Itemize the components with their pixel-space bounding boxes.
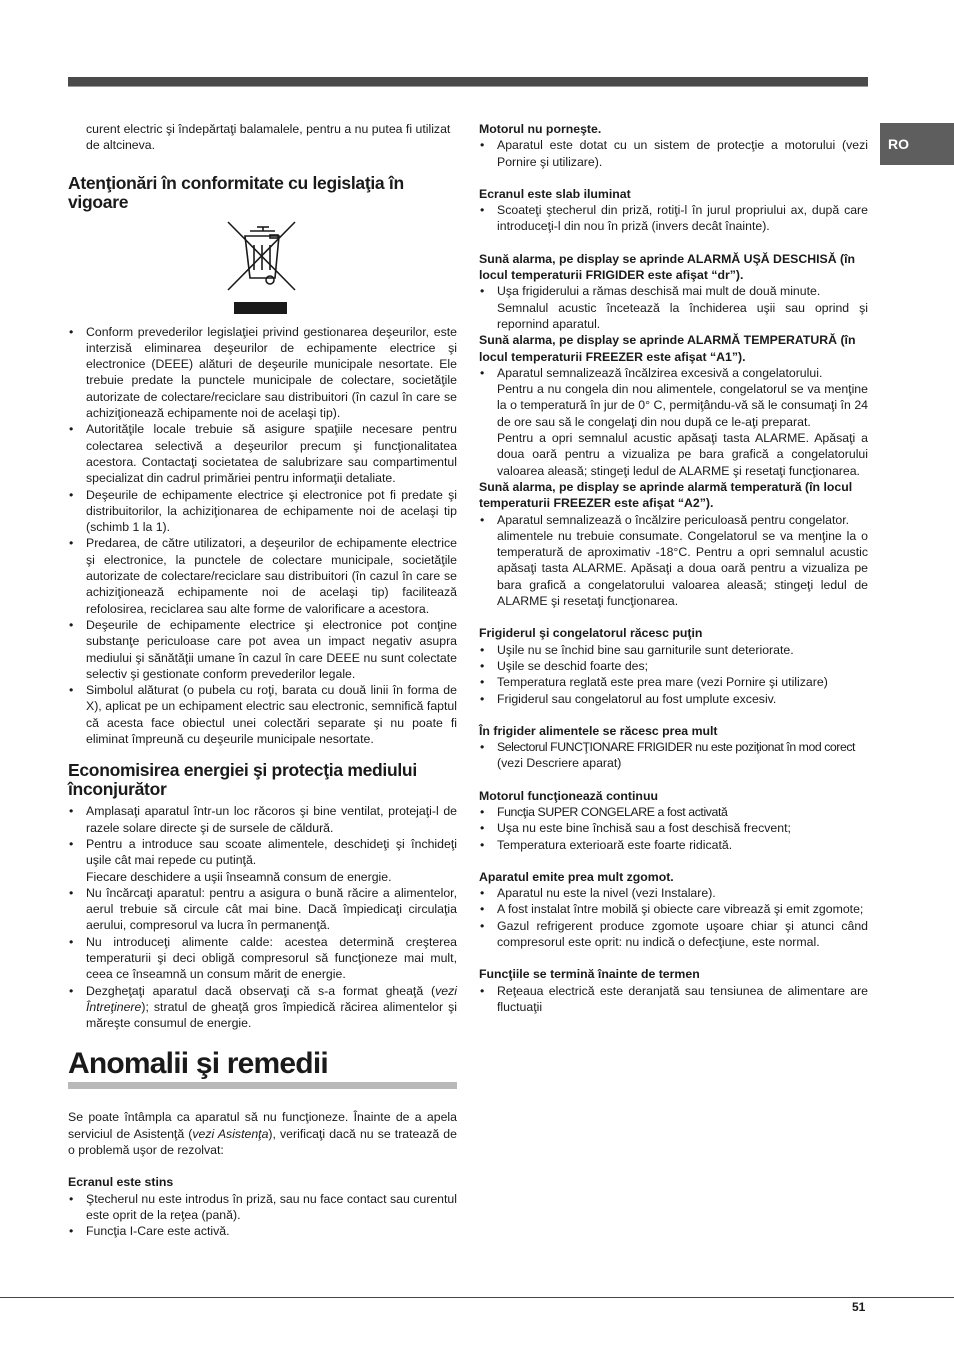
legislation-list <box>68 324 457 748</box>
list-item <box>68 983 457 1032</box>
list-item <box>479 365 868 479</box>
list-item: • Aparatul nu este la nivel (vezi Instalare). <box>479 885 868 901</box>
list-item: • Nu încărcaţi aparatul: pentru a asigura o bună răcire a alimentelor, aerul trebuie să circule cât mai bine. Dacă împiedicaţi circulaţia aerului, compresorul va lucra în permanenţă. <box>68 885 457 934</box>
crossed-out-wheelie-bin-icon <box>223 218 303 316</box>
list-item-text: Aparatul semnalizează o încălzire periculoasă pentru congelator. <box>497 512 850 527</box>
fridge-too-cold-list <box>479 739 868 772</box>
list-item: • Scoateţi ştecherul din priză, rotiţi-l în jurul propriului ax, după care introduceţi-l din nou în priză (invers decât înainte). <box>479 202 868 235</box>
list-item-note: Pentru a opri semnalul acustic apăsaţi tasta ALARME. Apăsaţi a doua oară pentru a vizualiza pe bara grafică a congelatorului valoarea aleasă; stingeţi ledul de ALARME şi resetaţi funcţionarea. <box>497 431 868 478</box>
list-item-note: alimentele nu trebuie consumate. Congelatorul se va menţine la o temperatură de aproximativ -18°C. Pentru a opri semnalul acustic apăsaţi tasta ALARME. Apăsaţi a doua oară pentru a vizualiza pe bara grafică a congelatorului valoarea aleasă; stingeţi ledul de ALARME şi resetaţi funcţionarea. <box>497 528 868 609</box>
temp-alarm-a2-title: Sună alarma, pe display se aprinde alarmă temperatură (în locul temperaturii FREEZER este afişat “A2”). <box>479 479 853 511</box>
defrost-text-pre: Dezgheţaţi aparatul dacă observaţi că s-a format gheaţă ( <box>86 983 436 998</box>
energy-list <box>68 803 457 1031</box>
screen-dim-list <box>479 202 868 235</box>
anomalies-title-underline <box>68 1082 457 1089</box>
noise-title: Aparatul emite prea mult zgomot. <box>479 869 674 884</box>
list-item: • Temperatura exterioară este foarte ridicată. <box>479 837 868 853</box>
screen-off-title: Ecranul este stins <box>68 1175 174 1190</box>
list-item: • Gazul refrigerent produce zgomote uşoare chiar şi atunci când compresorul este oprit: nu indică o defecţiune, este normal. <box>479 918 868 951</box>
footer-rule <box>0 1297 954 1298</box>
list-item: • A fost instalat între mobilă şi obiecte care vibrează şi emit zgomote; <box>479 901 868 917</box>
list-item-text: Aparatul semnalizează încălzirea excesivă a congelatorului. <box>497 365 823 380</box>
list-item-note: Semnalul acustic încetează la închiderea uşii sau oprind şi repornind aparatul. <box>497 300 868 331</box>
list-item <box>479 739 868 772</box>
list-item <box>68 836 457 885</box>
motor-not-start-title: Motorul nu porneşte. <box>479 122 602 136</box>
list-item: • Temperatura reglată este prea mare (vezi Pornire şi utilizare) <box>479 674 868 690</box>
door-alarm-list <box>479 283 868 332</box>
energy-title: Economisirea energiei şi protecţia mediului înconjurător <box>68 760 417 800</box>
list-item-note: Fiecare deschidere a uşii înseamnă consum de energie. <box>86 869 392 884</box>
screen-dim-title: Ecranul este slab iluminat <box>479 186 631 201</box>
motor-not-start-list <box>479 137 868 170</box>
list-item: • Uşile se deschid foarte des; <box>479 658 868 674</box>
defrost-text-ref: vezi Întreţinere <box>86 983 457 1014</box>
weee-symbol <box>68 218 457 316</box>
list-item <box>479 512 868 610</box>
defrost-text-post: ); stratul de gheaţă gros împiedică răcirea alimentelor şi măreşte consumul de energie. <box>86 999 457 1031</box>
temp-alarm-a1-list <box>479 365 868 479</box>
list-item: • Uşa nu este bine închisă sau a fost deschisă frecvent; <box>479 820 868 836</box>
noise-list <box>479 885 868 950</box>
cool-little-title: Frigiderul şi congelatorul răcesc puţin <box>479 626 703 641</box>
temp-alarm-a1-title: Sună alarma, pe display se aprinde ALARMĂ TEMPERATURĂ (în locul temperaturii FREEZER este afişat “A1”). <box>479 333 856 364</box>
list-item: • Nu introduceţi alimente calde: acestea determină creşterea temperaturii şi deci obligă compresorul să funcţioneze mai mult, ceea ce înseamnă un consum mărit de energie. <box>68 934 457 983</box>
list-item-text: Selectorul FUNCŢIONARE FRIGIDER nu este poziţionat în mod corect <box>497 740 855 755</box>
motor-continuous-title: Motorul funcţionează continuu <box>479 788 658 803</box>
cool-little-list <box>479 642 868 707</box>
left-column <box>68 121 457 1240</box>
list-item <box>479 283 868 332</box>
motor-continuous-list <box>479 804 868 853</box>
page-number: 51 <box>852 1300 866 1314</box>
list-item: • Conform prevederilor legislaţiei privind gestionarea deşeurilor, este interzisă eliminarea deşeurilor de echipamente electrice şi electronice (DEEE) alături de deşeurile municipale nesortate. Ele trebuie predate la punctele municipale de colectare, societăţile autorizate de colectare/reciclare sau distribuitori (în cazul în care se achiziţionează echipamente noi de acelaşi tip). <box>68 324 457 422</box>
list-item-text: Pentru a introduce sau scoate alimentele, deschideţi şi închideţi uşile cât mai repede cu putinţă. <box>86 836 457 868</box>
functions-end-early-title: Funcţiile se termină înainte de termen <box>479 967 700 982</box>
anomalies-title: Anomalii şi remedii <box>68 1047 328 1081</box>
list-item: • Autorităţile locale trebuie să asigure spaţiile necesare pentru colectarea selectivă a deşeurilor precum şi funcţionalitatea acestora. Contactaţi societatea de salubrizare sau compartimentul specializat din cadrul primăriei pentru informaţii detaliate. <box>68 421 457 486</box>
right-column <box>479 121 868 1015</box>
fridge-too-cold-title: În frigider alimentele se răcesc prea mult <box>479 723 718 738</box>
list-item-note: (vezi Descriere aparat) <box>497 756 622 771</box>
list-item: • Deşeurile de echipamente electrice şi electronice pot conţine substanţe periculoase care pot avea un impact negativ asupra mediului şi sănătăţii umane în cazul în care DEEE nu sunt colectate selectiv şi gestionate conform prevederilor legale. <box>68 617 457 682</box>
temp-alarm-a2-list <box>479 512 868 610</box>
header-bar-underline <box>68 86 868 87</box>
legislation-title: Atenţionări în conformitate cu legislaţia în vigoare <box>68 172 404 212</box>
list-item: • Simbolul alăturat (o pubela cu roţi, barata cu două linii în forma de X), aplicat pe un echipament electric sau electronic, semnifică faptul că acesta face obiectul unei colectări separate şi nu poate fi eliminat împreună cu deşeurile municipale nesortate. <box>68 682 457 747</box>
list-item: • Deşeurile de echipamente electrice şi electronice pot fi predate şi distribuitorilor, la achiziţionarea de echipamente noi de acelaşi tip (schimb 1 la 1). <box>68 487 457 536</box>
list-item-text: Uşa frigiderului a rămas deschisă mai mult de două minute. <box>497 284 821 299</box>
list-item: • Amplasaţi aparatul într-un loc răcoros şi bine ventilat, protejaţi-l de razele solare directe şi de sursele de căldură. <box>68 803 457 836</box>
functions-end-early-list <box>479 983 868 1016</box>
list-item: • Predarea, de către utilizatori, a deşeurilor de echipamente electrice şi electronice, la punctele de colectare municipale, societăţile autorizate de colectare/reciclare sau distribuitori (în cazul în care se achiziţionează echipamente noi de acelaşi tip) facilitează refolosirea, reciclarea sau alte forme de valorificare a acestora. <box>68 535 457 616</box>
door-alarm-title: Sună alarma, pe display se aprinde ALARMĂ UŞĂ DESCHISĂ (în locul temperaturii FRIGIDER este afişat “dr”). <box>479 251 856 283</box>
list-item: • Aparatul este dotat cu un sistem de protecţie a motorului (vezi Pornire şi utilizare). <box>479 137 868 170</box>
header-bar <box>68 77 868 86</box>
anomalies-intro: Se poate întâmpla ca aparatul să nu funcţioneze. Înainte de a apela serviciul de Asistenţă (vezi Asistenţa), verificaţi dacă nu se tratează de o problemă uşor de rezolvat: <box>68 1110 457 1158</box>
list-item-note: Pentru a nu congela din nou alimentele, congelatorul se va menţine la o temperatură în jur de 0° C, permiţându-vă să le consumaţi în 24 de ore sau să le congelaţi din nou după ce le-aţi preparat. <box>497 382 868 429</box>
list-item: • Reţeaua electrică este deranjată sau tensiunea de alimentare are fluctuaţii <box>479 983 868 1016</box>
list-item: • Funcţia SUPER CONGELARE a fost activată <box>479 804 868 820</box>
list-item: • Ştecherul nu este introdus în priză, sau nu face contact sau curentul este oprit de la reţea (pană). <box>68 1191 457 1224</box>
language-tab: RO <box>880 123 954 165</box>
intro-continued: curent electric şi îndepărtaţi balamalele, pentru a nu putea fi utilizat de altcineva. <box>86 122 451 153</box>
list-item: • Frigiderul sau congelatorul au fost umplute excesiv. <box>479 691 868 707</box>
screen-off-list <box>68 1191 457 1240</box>
list-item: • Uşile nu se închid bine sau garniturile sunt deteriorate. <box>479 642 868 658</box>
list-item: • Funcţia I-Care este activă. <box>68 1223 457 1239</box>
